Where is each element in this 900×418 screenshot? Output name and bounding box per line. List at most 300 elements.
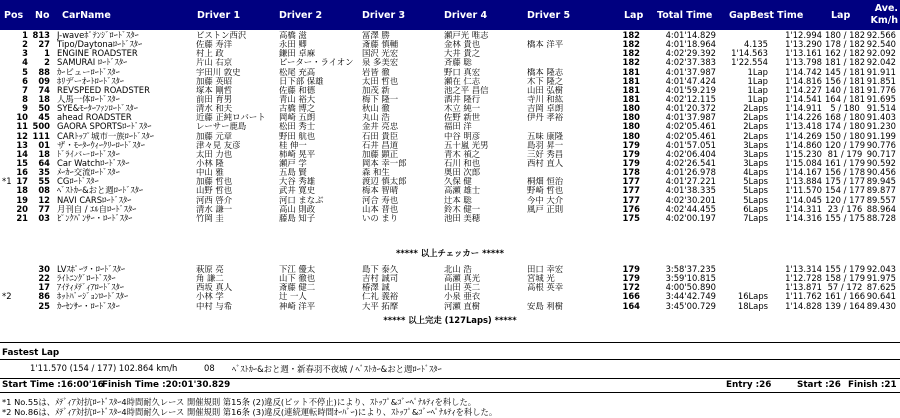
penalty-note: *2 No.86は、ﾒﾃﾞｨｱ対抗ﾛｰﾄﾞｽﾀｰ4時間耐久レース 開催規則 第16条 (3)違反(連続運転時間ｵｰﾊﾞｰ)により、ｽﾄｯﾌﾟ&ｺﾞｰﾍﾟﾅﾙﾃｨを科した。 (2, 407, 498, 417)
cell-best: 1'12.728 (785, 274, 822, 284)
cell-d5: 橋本 隆志 (527, 67, 564, 77)
cell-lap: 179 (622, 149, 640, 159)
cell-no: 88 (38, 67, 50, 77)
cell-d2: 松田 秀士 (279, 122, 316, 132)
header-best-time: Best Time (750, 10, 804, 21)
cell-d5: 伊丹 孝裕 (527, 113, 564, 123)
cell-bestlap: 120 / 179 (824, 140, 866, 150)
cell-car: SYE&ﾓｰﾀｰﾌｧﾝﾛｰﾄﾞｽﾀｰ (57, 104, 138, 114)
cell-d1: 佐藤 寿洋 (196, 40, 233, 50)
cell-no: 1 (44, 49, 50, 59)
cell-no: 45 (38, 113, 50, 123)
header-ave-label: Ave. (874, 3, 898, 14)
cell-pos: 9 (22, 104, 28, 114)
cell-d2: 武井 寛史 (279, 186, 316, 196)
cell-d3: 岩皆 徹 (362, 67, 390, 77)
cell-lap: 181 (622, 76, 640, 86)
cell-car: J-waveﾎﾟﾃﾝｼﾞﾛｰﾄﾞｽﾀｰ (57, 31, 139, 40)
cell-lap: 182 (622, 58, 640, 68)
cell-d3: 大平 拓摩 (362, 301, 399, 311)
cell-total: 4:01'37.987 (665, 113, 716, 123)
cell-best: 1'14.541 (785, 94, 822, 104)
cell-d1: 宇田川 敦史 (196, 67, 241, 77)
cell-pos: 14 (16, 149, 28, 159)
header-ave-unit: Km/h (870, 15, 898, 26)
cell-d4: 中谷 明彦 (444, 131, 481, 141)
cell-ave: 89.877 (866, 186, 896, 196)
cell-d1: 加藤 英昭 (196, 76, 233, 86)
cell-best: 1'13.314 (785, 265, 822, 274)
cell-d3: 吉村 誠司 (362, 274, 399, 284)
cell-pos: 16 (16, 168, 28, 178)
cell-pos: 3 (22, 49, 28, 59)
cell-best: 1'14.311 (785, 204, 822, 214)
cell-gap: 3Laps (743, 149, 768, 159)
cell-ave: 90.456 (866, 168, 896, 178)
cell-car: CGﾛｰﾄﾞｽﾀｰ (57, 177, 99, 187)
cell-d3: 秋山 徹 (362, 104, 390, 114)
cell-gap: 2Laps (743, 113, 768, 123)
cell-d1: 山野 哲也 (196, 186, 233, 196)
cell-car: 人馬一体ﾛｰﾄﾞｽﾀｰ (57, 94, 120, 104)
table-row (0, 31, 900, 40)
cell-d4: 青木 禎之 (444, 149, 481, 159)
cell-gap: 1Lap (747, 76, 768, 86)
header-driver5: Driver 5 (527, 10, 571, 21)
cell-bestlap: 156 / 181 (824, 76, 866, 86)
cell-d1: 加藤 元章 (196, 131, 233, 141)
cell-lap: 177 (622, 186, 640, 196)
cell-lap: 180 (622, 104, 640, 114)
cell-lap: 182 (622, 31, 640, 40)
cell-pos: 7 (22, 85, 28, 95)
finish-time: Finish Time :20:01'30.829 (102, 380, 231, 390)
cell-d4: 小泉 亜衣 (444, 292, 481, 302)
cell-total: 4:02'29.392 (665, 49, 716, 59)
cell-lap: 181 (622, 85, 640, 95)
header-driver2: Driver 2 (279, 10, 323, 21)
cell-gap: 5Laps (743, 177, 768, 187)
cell-d5: 宮城 光 (527, 274, 555, 284)
cell-gap: 1Lap (747, 85, 768, 95)
cell-d1: 前田 育男 (196, 94, 233, 104)
cell-d4: 河瀬 直樹 (444, 301, 481, 311)
cell-d2: 桂 伸一 (279, 140, 307, 150)
header-lap: Lap (624, 10, 644, 21)
cell-gap: 6Laps (743, 204, 768, 214)
cell-best: 1'13.884 (785, 177, 822, 187)
cell-gap: 5Laps (743, 195, 768, 205)
cell-lap: 176 (622, 204, 640, 214)
fastest-lap-detail: 1'11.570 (154 / 177) 102.864 km/h (30, 363, 178, 373)
cell-total: 3:45'00.729 (665, 301, 716, 311)
cell-bestlap: 150 / 180 (824, 131, 866, 141)
cell-bestlap: 164 / 181 (824, 94, 866, 104)
cell-no: 55 (38, 177, 50, 187)
cell-d2: 河口 まなぶ (279, 195, 324, 205)
cell-car: ﾒｰｶｰ交流ﾛｰﾄﾞｽﾀｰ (57, 168, 120, 178)
cell-pos: 20 (16, 204, 28, 214)
cell-gap: 2Laps (743, 122, 768, 132)
cell-lap: 164 (622, 301, 640, 311)
cell-best: 1'14.816 (785, 76, 822, 86)
table-row (0, 86, 900, 95)
cell-d1: 中村 与希 (196, 301, 233, 311)
cell-d3: 丸山 浩 (362, 113, 390, 123)
cell-d2: 五島 賢 (279, 168, 307, 178)
cell-pos: 4 (22, 58, 28, 68)
penalty-notes (2, 397, 497, 417)
cell-no: 77 (38, 204, 50, 214)
cell-ave: 91.695 (866, 94, 896, 104)
cell-d1: 清水 和夫 (196, 104, 233, 114)
entry-count: Entry :26 (726, 380, 772, 390)
cell-best: 1'13.418 (785, 122, 822, 132)
cell-car: ザ・ﾓｰﾀｰｳｨｰｸﾘｰﾛｰﾄﾞｽﾀｰ (57, 140, 145, 150)
cell-pos: 11 (16, 122, 28, 132)
table-row (0, 141, 900, 150)
cell-d1: 角 謙二 (196, 274, 224, 284)
cell-d3: 泉 多美宏 (362, 58, 399, 68)
cell-total: 4:02'06.404 (665, 149, 716, 159)
cell-no: 35 (38, 168, 50, 178)
cell-gap: 1Lap (747, 67, 768, 77)
cell-d5: 吉岡 卓朗 (527, 104, 564, 114)
cell-pos: 6 (22, 76, 28, 86)
cell-d3: 加茂 新 (362, 85, 390, 95)
cell-gap: 16Laps (737, 292, 768, 302)
cell-car: CARﾄｯﾌﾟ城市一族ﾛｰﾄﾞｽﾀｰ (57, 131, 154, 141)
cell-total: 4:02'30.201 (665, 195, 716, 205)
cell-pos: 15 (16, 158, 28, 168)
cell-d4: 高瀬 真光 (444, 274, 481, 284)
cell-total: 4:02'12.115 (665, 94, 716, 104)
cell-best: 1'14.828 (785, 301, 822, 311)
cell-ave: 89.430 (866, 301, 896, 311)
cell-d4: 木立 純一 (444, 104, 481, 114)
cell-d1: 加藤 哲也 (196, 177, 233, 187)
cell-pos: 2 (22, 40, 28, 50)
cell-d2: 高橋 滋 (279, 31, 307, 40)
cell-best: 1'11.570 (785, 186, 822, 196)
cell-d5: 西村 直人 (527, 158, 564, 168)
cell-total: 3:44'42.749 (665, 292, 716, 302)
cell-ave: 89.557 (866, 195, 896, 205)
cell-no: 813 (32, 31, 50, 40)
cell-total: 4:02'37.383 (665, 58, 716, 68)
cell-bestlap: 181 / 182 (824, 58, 866, 68)
cell-d2: 藤島 知子 (279, 213, 316, 223)
cell-best: 1'15.084 (785, 158, 822, 168)
cell-lap: 178 (622, 168, 640, 178)
cell-pos: 10 (16, 113, 28, 123)
cell-bestlap: 156 / 178 (824, 168, 866, 178)
cell-d3: 梅本 智晴 (362, 186, 399, 196)
cell-d3: 山本 晋也 (362, 204, 399, 214)
cell-d4: 鈴木 健一 (444, 204, 481, 214)
table-row (0, 196, 900, 205)
cell-d5: 木下 隆之 (527, 76, 564, 86)
cell-bestlap: 155 / 179 (824, 265, 866, 274)
cell-ave: 91.911 (866, 67, 896, 77)
header-total-time: Total Time (657, 10, 713, 21)
cell-d4: 酒井 隆行 (444, 94, 481, 104)
table-row (0, 292, 900, 301)
cell-ave: 88.964 (866, 204, 896, 214)
cell-d3: 加藤 顕正 (362, 149, 399, 159)
cell-car: ﾎﾘデーｵｰﾄﾛｰﾄﾞｽﾀｰ (57, 76, 124, 86)
cell-d5: 島羽 昇一 (527, 140, 564, 150)
table-row (0, 104, 900, 113)
cell-d1: 中山 雅 (196, 168, 224, 178)
cell-d2: 野田 航也 (279, 131, 316, 141)
header-gap: Gap (729, 10, 751, 21)
cell-pos: 1 (22, 31, 28, 40)
table-row (0, 95, 900, 104)
cell-bestlap: 140 / 181 (824, 85, 866, 95)
cell-d2: 松尾 充高 (279, 67, 316, 77)
cell-no: 01 (38, 140, 50, 150)
cell-pos: 19 (16, 195, 28, 205)
cell-d3: いの まり (362, 213, 399, 223)
cell-car: Car Watchﾛｰﾄﾞｽﾀｰ (57, 158, 130, 168)
cell-d4: 池田 美穂 (444, 213, 481, 223)
cell-d2: 青山 裕大 (279, 94, 316, 104)
cell-pos: 21 (16, 213, 28, 223)
divider-fastest (0, 359, 900, 360)
cell-car: Tipo/Daytonaﾛｰﾄﾞｽﾀｰ (57, 40, 143, 50)
cell-d4: 大井 貴之 (444, 49, 481, 59)
cell-d2: 下江 優太 (279, 265, 316, 274)
cell-no: 27 (38, 40, 50, 50)
cell-d3: 斎藤 慎輔 (362, 40, 399, 50)
cell-no: 64 (38, 158, 50, 168)
cell-gap: 2Laps (743, 104, 768, 114)
cell-bestlap: 139 / 164 (824, 301, 866, 311)
cell-pos: 13 (16, 140, 28, 150)
cell-d3: 島下 泰久 (362, 265, 399, 274)
cell-ave: 90.592 (866, 158, 896, 168)
cell-best: 1'11.762 (785, 292, 822, 302)
cell-d4: 奥田 次郎 (444, 168, 481, 178)
cell-ave: 88.728 (866, 213, 896, 223)
cell-best: 1'14.269 (785, 131, 822, 141)
cell-car: ﾄﾞﾗｲバーﾛｰﾄﾞｽﾀｰ (57, 149, 120, 159)
table-row (0, 58, 900, 67)
cell-gap: 3Laps (743, 140, 768, 150)
cell-best: 1'14.911 (785, 104, 822, 114)
cell-bestlap: 174 / 180 (824, 122, 866, 132)
header-no: No (35, 10, 50, 21)
cell-d1: ビストン西沢 (196, 31, 247, 40)
table-row (0, 77, 900, 86)
cell-d3: 椿澤 誠 (362, 283, 390, 293)
header-pos: Pos (4, 10, 24, 21)
cell-total: 4:01'47.424 (665, 76, 716, 86)
table-row (0, 132, 900, 141)
cell-d2: 岡崎 五朗 (279, 113, 316, 123)
cell-d4: 斉藤 聡 (444, 58, 472, 68)
cell-bestlap: 168 / 180 (824, 113, 866, 123)
cell-d3: 仁礼 義裕 (362, 292, 399, 302)
cell-best: 1'14.167 (785, 168, 822, 178)
cell-total: 3:59'10.815 (665, 274, 716, 284)
cell-bestlap: 154 / 177 (824, 186, 866, 196)
cell-no: 17 (38, 283, 50, 293)
cell-gap: 7Laps (743, 213, 768, 223)
cell-car: LVｽﾎﾟｰﾂ・ﾛｰﾄﾞｽﾀｰ (57, 265, 126, 274)
cell-ave: 91.403 (866, 113, 896, 123)
cell-lap: 172 (622, 283, 640, 293)
cell-ave: 90.776 (866, 140, 896, 150)
cell-d1: 竹岡 圭 (196, 213, 224, 223)
cell-d1: 小林 隆 (196, 158, 224, 168)
cell-d2: 辻 一人 (279, 292, 307, 302)
cell-bestlap: 180 / 182 (824, 31, 866, 40)
cell-lap: 180 (622, 131, 640, 141)
cell-d1: 片山 右京 (196, 58, 233, 68)
cell-best: 1'13.161 (785, 49, 822, 59)
table-row (0, 214, 900, 223)
cell-d2: ピーター・ライオン (279, 58, 354, 68)
cell-best: 1'12.994 (785, 31, 822, 40)
cell-d4: 金林 貴也 (444, 40, 481, 50)
cell-total: 4:02'05.461 (665, 131, 716, 141)
fastest-lap-title: Fastest Lap (2, 348, 60, 358)
cell-d5: 五味 康隆 (527, 131, 564, 141)
cell-d2: 古橋 博之 (279, 104, 316, 114)
cell-d4: 北山 浩 (444, 265, 472, 274)
cell-no: 86 (38, 292, 50, 302)
cell-d1: 近藤 正純ロバート (196, 113, 266, 123)
cell-best: 1'14.316 (785, 213, 822, 223)
cell-best: 1'14.045 (785, 195, 822, 205)
cell-gap: 18Laps (737, 301, 768, 311)
cell-d3: 梅下 隆一 (362, 94, 399, 104)
cell-pos: 8 (22, 94, 28, 104)
cell-d1: 村上 政 (196, 49, 224, 59)
start-count: Start :26 (797, 380, 841, 390)
fastest-lap-car: ﾍﾞｽﾄｶｰ&おと週・新春羽不夜城 / ﾍﾞｽﾄｶｰ&おと週ﾛｰﾄﾞｽﾀｰ (232, 364, 442, 374)
cell-ave: 87.625 (866, 283, 896, 293)
table-row (0, 113, 900, 122)
cell-bestlap: 161 / 166 (824, 292, 866, 302)
cell-mark: *2 (2, 292, 12, 302)
table-row (0, 302, 900, 311)
cell-gap: 1'22.554 (731, 58, 768, 68)
cell-lap: 181 (622, 94, 640, 104)
cell-d1: 太田 力也 (196, 149, 233, 159)
cell-no: 09 (38, 76, 50, 86)
cell-car: ﾎｯﾄﾊﾞｰｼﾞｮﾝﾛｰﾄﾞｽﾀｰ (57, 292, 129, 302)
cell-d3: 金井 亮忠 (362, 122, 399, 132)
table-row (0, 205, 900, 214)
cell-lap: 181 (622, 67, 640, 77)
cell-d2: 永田 卿 (279, 40, 307, 50)
cell-d5: 寺川 和紘 (527, 94, 564, 104)
table-row (0, 274, 900, 283)
checker-separator: ***** 以上チェッカー ***** (395, 248, 504, 258)
cell-ave: 90.717 (866, 149, 896, 159)
cell-pos: 5 (22, 67, 28, 77)
cell-d5: 今中 大介 (527, 195, 564, 205)
cell-total: 4:02'00.197 (665, 213, 716, 223)
cell-d3: 石井 昌道 (362, 140, 399, 150)
cell-total: 4:01'57.051 (665, 140, 716, 150)
table-row (0, 265, 900, 274)
cell-lap: 180 (622, 122, 640, 132)
table-row (0, 122, 900, 131)
cell-car: ﾍﾞｽﾄｶｰ&おと週ﾛｰﾄﾞｽﾀｰ (57, 186, 144, 196)
cell-d3: 国沢 光宏 (362, 49, 399, 59)
cell-ave: 89.945 (866, 177, 896, 187)
cell-bestlap: 161 / 179 (824, 158, 866, 168)
cell-total: 4:01'27.221 (665, 177, 716, 187)
table-row (0, 40, 900, 49)
cell-d3: 岡本 幸一郎 (362, 158, 407, 168)
cell-ave: 91.975 (866, 274, 896, 284)
table-row (0, 283, 900, 292)
cell-ave: 92.566 (866, 31, 896, 40)
cell-d4: 瀬戸光 唯志 (444, 31, 489, 40)
cell-no: 18 (38, 94, 50, 104)
cell-best: 1'14.742 (785, 67, 822, 77)
table-row (0, 150, 900, 159)
cell-bestlap: 175 / 177 (824, 177, 866, 187)
cell-best: 1'13.871 (785, 283, 822, 293)
cell-ave: 91.514 (866, 104, 896, 114)
cell-bestlap: 23 / 176 (827, 204, 863, 214)
cell-total: 4:01'20.372 (665, 104, 716, 114)
start-time: Start Time :16:00'16 (2, 380, 104, 390)
cell-bestlap: 158 / 179 (824, 274, 866, 284)
cell-d3: 河合 寿也 (362, 195, 399, 205)
cell-lap: 177 (622, 195, 640, 205)
cell-ave: 90.641 (866, 292, 896, 302)
cell-lap: 182 (622, 40, 640, 50)
cell-d1: 河西 啓介 (196, 195, 233, 205)
race-footer (0, 379, 900, 391)
cell-best: 1'15.230 (785, 149, 822, 159)
table-row (0, 159, 900, 168)
finish-separator: ***** 以上完走 (127Laps) ***** (383, 315, 517, 325)
cell-no: 111 (32, 131, 50, 141)
cell-car: ENGINE ROADSTER (57, 49, 138, 59)
cell-car: 月刊自 / ｴﾙ自ﾛｰﾄﾞｽﾀｰ (57, 204, 137, 214)
cell-d3: 石田 貴臣 (362, 131, 399, 141)
cell-car: SAMURAI ﾛｰﾄﾞｽﾀｰ (57, 58, 128, 68)
cell-bestlap: 145 / 181 (824, 67, 866, 77)
cell-no: 30 (38, 265, 50, 274)
cell-gap: 2Laps (743, 131, 768, 141)
cell-total: 4:01'18.964 (665, 40, 716, 50)
cell-d5: 高根 英幸 (527, 283, 564, 293)
cell-d5: 山田 弘樹 (527, 85, 564, 95)
cell-bestlap: 178 / 182 (824, 40, 866, 50)
table-row (0, 177, 900, 186)
cell-ave: 91.199 (866, 131, 896, 141)
cell-best: 1'14.860 (785, 140, 822, 150)
cell-bestlap: 81 / 179 (827, 149, 863, 159)
cell-total: 4:00'50.890 (665, 283, 716, 293)
cell-d4: 久保 健 (444, 177, 472, 187)
cell-d5: 桐畑 恒治 (527, 177, 564, 187)
unclassified-results (0, 265, 900, 311)
cell-no: 500 (32, 122, 50, 132)
cell-d1: 清水 謙一 (196, 204, 233, 214)
cell-total: 4:02'44.455 (665, 204, 716, 214)
cell-d3: 太田 哲也 (362, 76, 399, 86)
